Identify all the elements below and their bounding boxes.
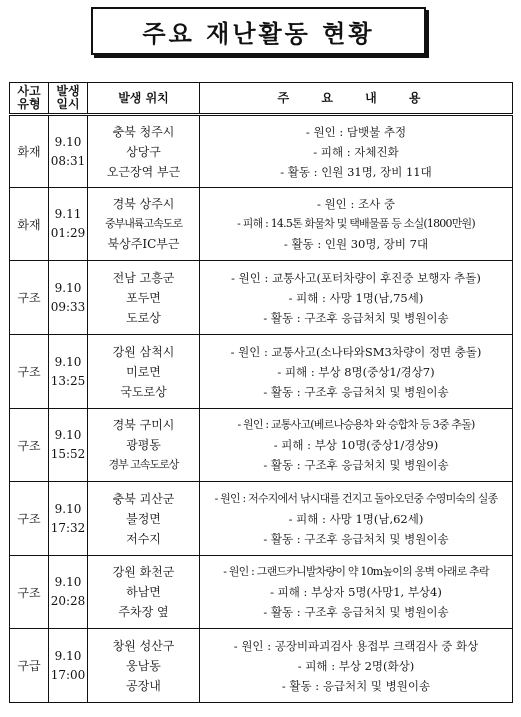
incident-location-cell — [88, 556, 200, 629]
incident-datetime-cell — [49, 629, 88, 703]
location-line: 포두면 — [126, 290, 161, 305]
incident-type-cell: 구조 — [10, 482, 49, 556]
location-line: 공장내 — [126, 678, 161, 693]
location-line: 경북 상주시 — [112, 197, 175, 211]
cause-line: - 원인 : 교통사고(포터차량이 후진중 보행자 추돌) — [231, 270, 481, 285]
incident-time: 13:25 — [50, 373, 86, 388]
damage-line: - 피해 : 부상 8명(중상1/경상7) — [277, 364, 435, 379]
activity-line: - 활동 : 인원 30명, 장비 7대 — [283, 237, 429, 251]
damage-line: - 피해 : 자체진화 — [313, 144, 399, 159]
location-line: 창원 성산구 — [112, 638, 175, 653]
location-line: 강원 삼척시 — [112, 344, 175, 359]
location-line: 저수지 — [126, 531, 161, 546]
cause-line: - 원인 : 그랜드카니발차량이 약 10m높이의 옹벽 아래로 추락 — [223, 565, 489, 578]
table-row — [10, 629, 513, 703]
header-location: 발생 위치 — [88, 83, 200, 115]
cause-line: - 원인 : 조사 중 — [317, 197, 395, 211]
header-datetime-line: 발생 — [56, 84, 80, 98]
header-datetime — [49, 83, 88, 115]
cause-line: - 원인 : 교통사고(소나타와SM3차량이 정면 충돌) — [230, 344, 482, 359]
incident-datetime-cell — [49, 115, 88, 188]
header-row — [10, 83, 513, 115]
incident-time: 17:32 — [50, 520, 86, 535]
table-row — [10, 409, 513, 482]
incident-location-cell — [88, 115, 200, 188]
location-line: 경부 고속도로상 — [108, 458, 179, 471]
incident-time: 17:00 — [50, 667, 86, 682]
cause-line: - 원인 : 저수지에서 낚시대를 건지고 돌아오던중 수영미숙의 실종 — [214, 491, 498, 505]
incident-time: 01:29 — [50, 226, 86, 240]
damage-line: - 피해 : 14.5톤 화물차 및 택배물품 등 소실(1800만원) — [237, 217, 475, 230]
incident-type-cell: 화재 — [10, 115, 49, 188]
damage-line: - 피해 : 부상 10명(중상1/경상9) — [273, 438, 439, 452]
damage-line: - 피해 : 사망 1명(남,75세) — [288, 290, 424, 305]
table-body — [10, 115, 513, 703]
incident-time: 20:28 — [50, 594, 86, 608]
location-line: 불정면 — [126, 511, 161, 526]
incident-date: 9.10 — [54, 134, 82, 149]
activity-line: - 활동 : 구조후 응급처치 및 병원이송 — [263, 384, 449, 399]
incident-details-cell — [200, 629, 513, 703]
location-line: 북상주IC부근 — [107, 237, 180, 251]
location-line: 하남면 — [126, 585, 161, 599]
incident-date: 9.11 — [54, 207, 82, 221]
damage-line: - 피해 : 부상 2명(화상) — [297, 658, 415, 673]
incident-details-cell — [200, 556, 513, 629]
incident-details-cell — [200, 335, 513, 409]
table-row — [10, 188, 513, 261]
activity-line: - 활동 : 인원 31명, 장비 11대 — [280, 164, 432, 179]
activity-line: - 활동 : 구조후 응급처치 및 병원이송 — [263, 531, 449, 546]
incident-date: 9.10 — [54, 354, 82, 369]
page-title: 주요 재난활동 현황 — [142, 19, 375, 48]
incident-datetime-cell — [49, 261, 88, 335]
incident-datetime-cell — [49, 188, 88, 261]
incident-datetime-cell — [49, 335, 88, 409]
incident-location-cell — [88, 482, 200, 556]
location-line: 오근장역 부근 — [106, 164, 181, 179]
location-line: 주차장 옆 — [118, 605, 169, 619]
incident-date: 9.10 — [54, 280, 82, 295]
location-line: 충북 괴산군 — [112, 491, 175, 506]
incident-type-cell: 구조 — [10, 409, 49, 482]
table-row — [10, 115, 513, 188]
activity-line: - 활동 : 구조후 응급처치 및 병원이송 — [263, 458, 449, 472]
incident-location-cell — [88, 629, 200, 703]
incident-table — [9, 82, 513, 703]
location-line: 강원 화천군 — [112, 565, 175, 579]
header-content: 주 요 내 용 — [200, 83, 513, 115]
header-datetime-line: 일시 — [56, 97, 80, 111]
activity-line: - 활동 : 구조후 응급처치 및 병원이송 — [263, 310, 449, 325]
incident-time: 15:52 — [50, 447, 86, 461]
incident-date: 9.10 — [54, 575, 82, 589]
damage-line: - 피해 : 사망 1명(남,62세) — [288, 511, 424, 526]
incident-date: 9.10 — [54, 501, 82, 516]
location-line: 웅남동 — [126, 658, 161, 673]
incident-details-cell — [200, 482, 513, 556]
header-type — [10, 83, 49, 115]
location-line: 중부내륙고속도로 — [104, 217, 182, 230]
incident-details-cell — [200, 188, 513, 261]
table-row — [10, 335, 513, 409]
incident-details-cell — [200, 115, 513, 188]
table-row — [10, 261, 513, 335]
location-line: 광평동 — [126, 438, 161, 452]
activity-line: - 활동 : 구조후 응급처치 및 병원이송 — [263, 605, 449, 619]
cause-line: - 원인 : 담뱃불 추정 — [305, 124, 407, 139]
incident-location-cell — [88, 409, 200, 482]
location-line: 경북 구미시 — [112, 418, 175, 432]
incident-type-cell: 화재 — [10, 188, 49, 261]
incident-type-cell: 구조 — [10, 335, 49, 409]
incident-datetime-cell — [49, 556, 88, 629]
location-line: 도로상 — [126, 310, 161, 325]
incident-type-cell: 구조 — [10, 261, 49, 335]
location-line: 국도로상 — [120, 384, 167, 399]
table-row — [10, 556, 513, 629]
table-row — [10, 482, 513, 556]
location-line: 전남 고흥군 — [112, 270, 175, 285]
page-title-box — [91, 7, 426, 55]
incident-location-cell — [88, 261, 200, 335]
incident-type-cell: 구조 — [10, 556, 49, 629]
location-line: 충북 청주시 — [112, 124, 175, 139]
incident-location-cell — [88, 335, 200, 409]
cause-line: - 원인 : 공장비파괴검사 용접부 크랙검사 중 화상 — [233, 638, 479, 653]
activity-line: - 활동 : 응급처치 및 병원이송 — [281, 678, 431, 693]
incident-time: 08:31 — [50, 153, 86, 168]
incident-date: 9.10 — [54, 648, 82, 663]
damage-line: - 피해 : 부상자 5명(사망1, 부상4) — [270, 585, 442, 599]
incident-location-cell — [88, 188, 200, 261]
incident-date: 9.10 — [54, 428, 82, 442]
location-line: 상당구 — [126, 144, 161, 159]
incident-time: 09:33 — [50, 299, 86, 314]
header-type-line: 사고 — [17, 84, 41, 98]
location-line: 미로면 — [126, 364, 161, 379]
incident-details-cell — [200, 409, 513, 482]
header-type-line: 유형 — [17, 97, 41, 111]
incident-details-cell — [200, 261, 513, 335]
incident-datetime-cell — [49, 409, 88, 482]
cause-line: - 원인 : 교통사고(베르나승용차 와 승합차 등 3중 추돌) — [237, 418, 475, 431]
incident-type-cell: 구급 — [10, 629, 49, 703]
incident-datetime-cell — [49, 482, 88, 556]
